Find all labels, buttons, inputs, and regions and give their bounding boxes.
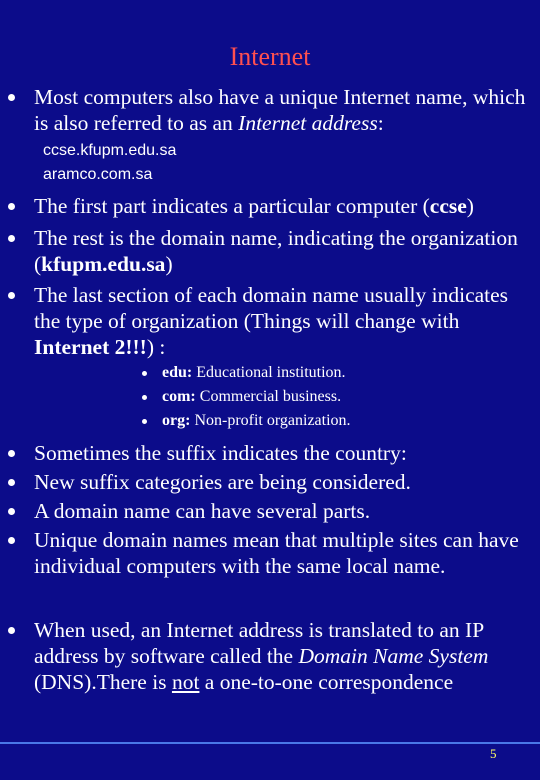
- footer-divider: [0, 742, 540, 744]
- slide-title: Internet: [229, 42, 311, 71]
- bullet-first-part: The first part indicates a particular computer (ccse): [34, 194, 474, 218]
- bullet-dot: [8, 627, 15, 634]
- example-domain: ccse.kfupm.edu.sa: [43, 142, 177, 159]
- bullet-dot: [8, 479, 15, 486]
- sub-bullet-dot: [142, 395, 147, 400]
- bullet-internet-name: Most computers also have a unique Internet name, which is also referred to as an Internet address:: [34, 85, 526, 135]
- sub-bullet-dot: [142, 419, 147, 424]
- bullet-new-suffix: New suffix categories are being considered.: [34, 470, 411, 494]
- suffix-edu: edu: Educational institution.: [162, 364, 346, 381]
- bullet-country-suffix: Sometimes the suffix indicates the country:: [34, 441, 407, 465]
- suffix-org: org: Non-profit organization.: [162, 412, 351, 429]
- page-number: 5: [490, 746, 497, 761]
- bullet-domain-name: The rest is the domain name, indicating the organization (kfupm.edu.sa): [34, 226, 518, 276]
- bullet-dot: [8, 537, 15, 544]
- suffix-com: com: Commercial business.: [162, 388, 342, 405]
- bullet-dns: When used, an Internet address is translated to an IP address by software called the Domain Name System (DNS).There is not a one-to-one correspondence: [34, 618, 489, 694]
- bullet-several-parts: A domain name can have several parts.: [34, 499, 371, 523]
- bullet-dot: [8, 203, 15, 210]
- bullet-dot: [8, 292, 15, 299]
- bullet-dot: [8, 235, 15, 242]
- example-domain: aramco.com.sa: [43, 166, 153, 183]
- bullet-dot: [8, 450, 15, 457]
- bullet-last-section: The last section of each domain name usually indicates the type of organization (Things will change with Internet 2!!!) :: [34, 283, 509, 359]
- bullet-dot: [8, 508, 15, 515]
- bullet-dot: [8, 94, 15, 101]
- bullet-unique-names: Unique domain names mean that multiple sites can have individual computers with the same local name.: [34, 528, 519, 578]
- sub-bullet-dot: [142, 371, 147, 376]
